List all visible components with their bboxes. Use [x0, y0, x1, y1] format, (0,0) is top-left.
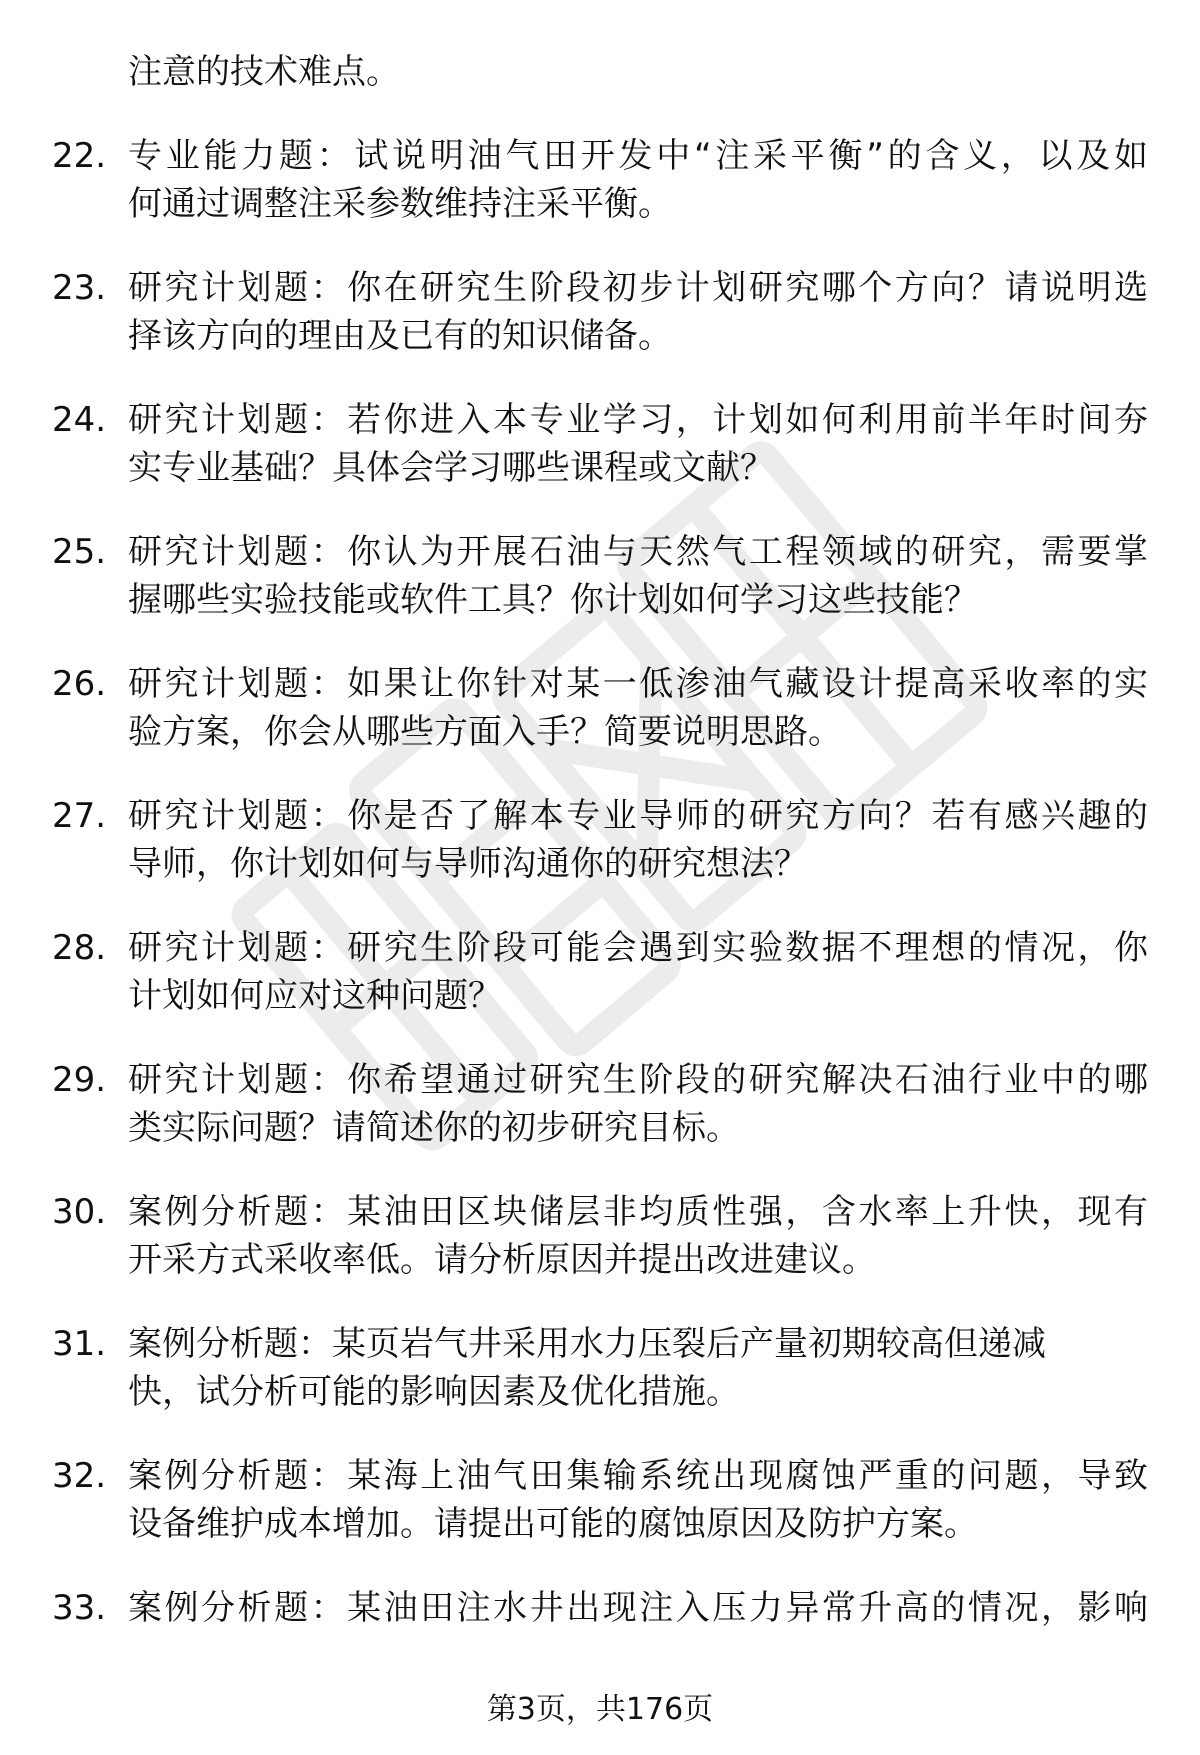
question-text-line: 快，试分析可能的影响因素及优化措施。 [128, 1372, 740, 1412]
question-text-line: 验方案，你会从哪些方面入手？简要说明思路。 [128, 712, 842, 752]
question-text-line: 研究计划题：你希望通过研究生阶段的研究解决石油行业中的哪 [128, 1060, 1148, 1100]
question-number: 28. [52, 928, 107, 968]
question-number: 31. [52, 1324, 107, 1364]
question-number: 23. [52, 268, 107, 308]
page-footer: 第3页，共176页 [486, 1692, 714, 1727]
question-number: 33. [52, 1588, 107, 1628]
question-text-line: 研究计划题：若你进入本专业学习，计划如何利用前半年时间夯 [128, 400, 1148, 440]
question-text-line: 择该方向的理由及已有的知识储备。 [128, 316, 672, 356]
question-text-line: 研究计划题：如果让你针对某一低渗油气藏设计提高采收率的实 [128, 664, 1148, 704]
question-text-line: 何通过调整注采参数维持注采平衡。 [128, 184, 672, 224]
question-text-line: 计划如何应对这种问题？ [128, 976, 502, 1016]
question-number: 27. [52, 796, 107, 836]
question-list [0, 48, 1200, 1632]
question-text-line: 案例分析题：某海上油气田集输系统出现腐蚀严重的问题，导致 [128, 1456, 1148, 1496]
question-number: 22. [52, 136, 107, 176]
question-item-23 [0, 264, 1200, 360]
question-text-line: 研究计划题：你在研究生阶段初步计划研究哪个方向？请说明选 [128, 268, 1148, 308]
question-text-line: 专业能力题：试说明油气田开发中“注采平衡”的含义，以及如 [128, 136, 1148, 176]
question-item-25 [0, 528, 1200, 624]
question-number: 24. [52, 400, 107, 440]
question-text-line: 研究计划题：你是否了解本专业导师的研究方向？若有感兴趣的 [128, 796, 1148, 836]
question-item-24 [0, 396, 1200, 492]
question-item-33 [0, 1584, 1200, 1632]
question-item-28 [0, 924, 1200, 1020]
question-number: 26. [52, 664, 107, 704]
question-item-26 [0, 660, 1200, 756]
question-number: 25. [52, 532, 107, 572]
question-text-line: 实专业基础？具体会学习哪些课程或文献？ [128, 448, 774, 488]
question-text-line: 设备维护成本增加。请提出可能的腐蚀原因及防护方案。 [128, 1504, 978, 1544]
question-number: 30. [52, 1192, 107, 1232]
question-text-line: 研究计划题：研究生阶段可能会遇到实验数据不理想的情况，你 [128, 928, 1148, 968]
question-text-line: 开采方式采收率低。请分析原因并提出改进建议。 [128, 1240, 876, 1280]
question-item-31 [0, 1320, 1200, 1416]
question-item-30 [0, 1188, 1200, 1284]
question-item-32 [0, 1452, 1200, 1548]
question-number: 32. [52, 1456, 107, 1496]
question-text-line: 研究计划题：你认为开展石油与天然气工程领域的研究，需要掌 [128, 532, 1148, 572]
question-text-line: 案例分析题：某油田区块储层非均质性强，含水率上升快，现有 [128, 1192, 1148, 1232]
question-item-27 [0, 792, 1200, 888]
continuation-text: 注意的技术难点。 [128, 52, 400, 92]
question-item-22 [0, 132, 1200, 228]
question-text-line: 案例分析题：某页岩气井采用水力压裂后产量初期较高但递减 [128, 1324, 1046, 1364]
question-text-line: 握哪些实验技能或软件工具？你计划如何学习这些技能？ [128, 580, 978, 620]
question-item-29 [0, 1056, 1200, 1152]
question-text-line: 导师，你计划如何与导师沟通你的研究想法？ [128, 844, 808, 884]
question-text-line: 案例分析题：某油田注水井出现注入压力异常升高的情况，影响 [128, 1588, 1148, 1628]
question-number: 29. [52, 1060, 107, 1100]
question-text-line: 类实际问题？请简述你的初步研究目标。 [128, 1108, 740, 1148]
